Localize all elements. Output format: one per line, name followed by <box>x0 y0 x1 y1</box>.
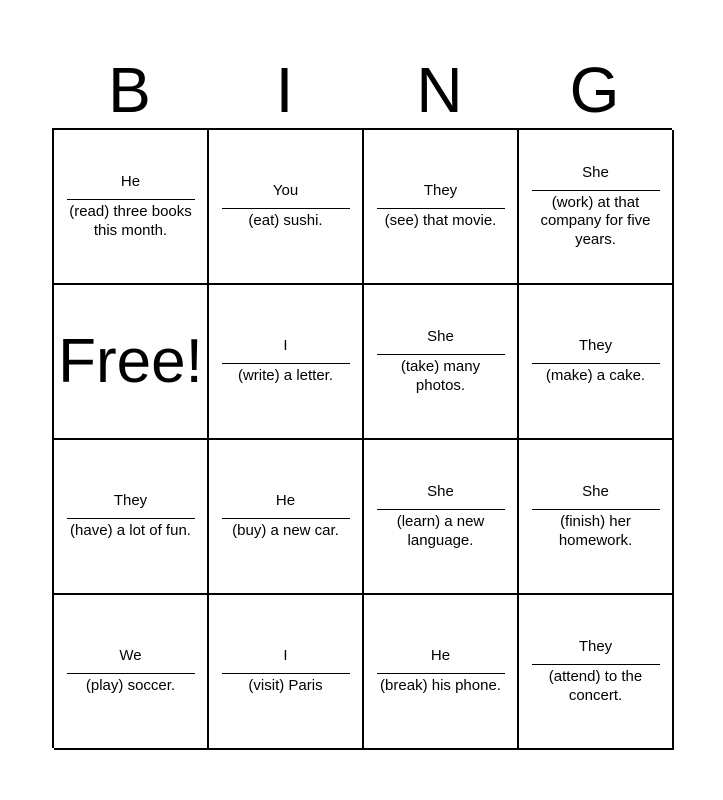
answer-blank-line <box>532 509 660 510</box>
cell-subject: He <box>430 647 451 665</box>
bingo-cell[interactable] <box>54 595 209 750</box>
cell-subject: They <box>423 182 458 200</box>
bingo-cell[interactable] <box>209 595 364 750</box>
cell-subject: She <box>427 328 454 345</box>
cell-subject: You <box>272 182 299 200</box>
cell-phrase: (take) many photos. <box>400 358 481 394</box>
cell-phrase: (break) his phone. <box>380 677 501 695</box>
bingo-cell[interactable] <box>364 130 519 285</box>
header-letter-i: I <box>275 54 294 126</box>
cell-subject: They <box>113 492 148 510</box>
cell-subject: He <box>275 492 296 510</box>
cell-phrase: (eat) sushi. <box>248 212 323 230</box>
bingo-cell[interactable] <box>519 285 674 440</box>
bingo-cell[interactable] <box>209 285 364 440</box>
header-letter-n: N <box>416 54 463 126</box>
answer-blank-line <box>377 208 505 209</box>
bingo-cell[interactable] <box>519 440 674 595</box>
answer-blank-line <box>532 190 660 191</box>
answer-blank-line <box>222 673 350 674</box>
cell-subject: I <box>283 647 288 665</box>
free-space-cell[interactable] <box>54 285 209 440</box>
bingo-cell[interactable] <box>519 595 674 750</box>
bingo-cell[interactable] <box>364 595 519 750</box>
answer-blank-line <box>377 673 505 674</box>
cell-subject: She <box>427 483 454 500</box>
cell-phrase: (have) a lot of fun. <box>70 522 191 540</box>
bingo-grid <box>52 128 672 748</box>
cell-subject: They <box>578 337 613 355</box>
answer-blank-line <box>67 199 195 200</box>
answer-blank-line <box>532 363 660 364</box>
bingo-cell[interactable] <box>54 130 209 285</box>
cell-subject: I <box>283 337 288 355</box>
answer-blank-line <box>222 208 350 209</box>
answer-blank-line <box>532 664 660 665</box>
answer-blank-line <box>67 673 195 674</box>
cell-phrase: (visit) Paris <box>248 677 323 695</box>
cell-phrase: (work) at that company for five years. <box>540 193 651 248</box>
header-letter-g: G <box>569 54 620 126</box>
bingo-cell[interactable] <box>209 130 364 285</box>
answer-blank-line <box>222 518 350 519</box>
bingo-header <box>52 52 672 128</box>
cell-phrase: (buy) a new car. <box>232 522 339 540</box>
bingo-cell[interactable] <box>364 285 519 440</box>
cell-phrase: (make) a cake. <box>545 367 646 385</box>
answer-blank-line <box>67 518 195 519</box>
answer-blank-line <box>377 354 505 355</box>
cell-subject: He <box>120 173 141 190</box>
answer-blank-line <box>222 363 350 364</box>
bingo-cell[interactable] <box>209 440 364 595</box>
cell-phrase: (attend) to the concert. <box>548 668 643 704</box>
answer-blank-line <box>377 509 505 510</box>
bingo-cell[interactable] <box>54 440 209 595</box>
header-letter-b: B <box>108 54 151 126</box>
bingo-cell[interactable] <box>519 130 674 285</box>
cell-phrase: (learn) a new language. <box>396 513 485 549</box>
cell-phrase: (read) three books this month. <box>69 203 192 239</box>
cell-phrase: (see) that movie. <box>384 212 497 230</box>
bingo-cell[interactable] <box>364 440 519 595</box>
cell-phrase: (finish) her homework. <box>558 513 633 549</box>
cell-phrase: (play) soccer. <box>85 677 176 695</box>
cell-subject: She <box>582 163 609 181</box>
free-space-label: Free! <box>58 326 203 396</box>
cell-subject: We <box>119 647 142 665</box>
cell-subject: She <box>582 483 609 500</box>
cell-phrase: (write) a letter. <box>237 367 334 385</box>
cell-subject: They <box>578 638 613 655</box>
